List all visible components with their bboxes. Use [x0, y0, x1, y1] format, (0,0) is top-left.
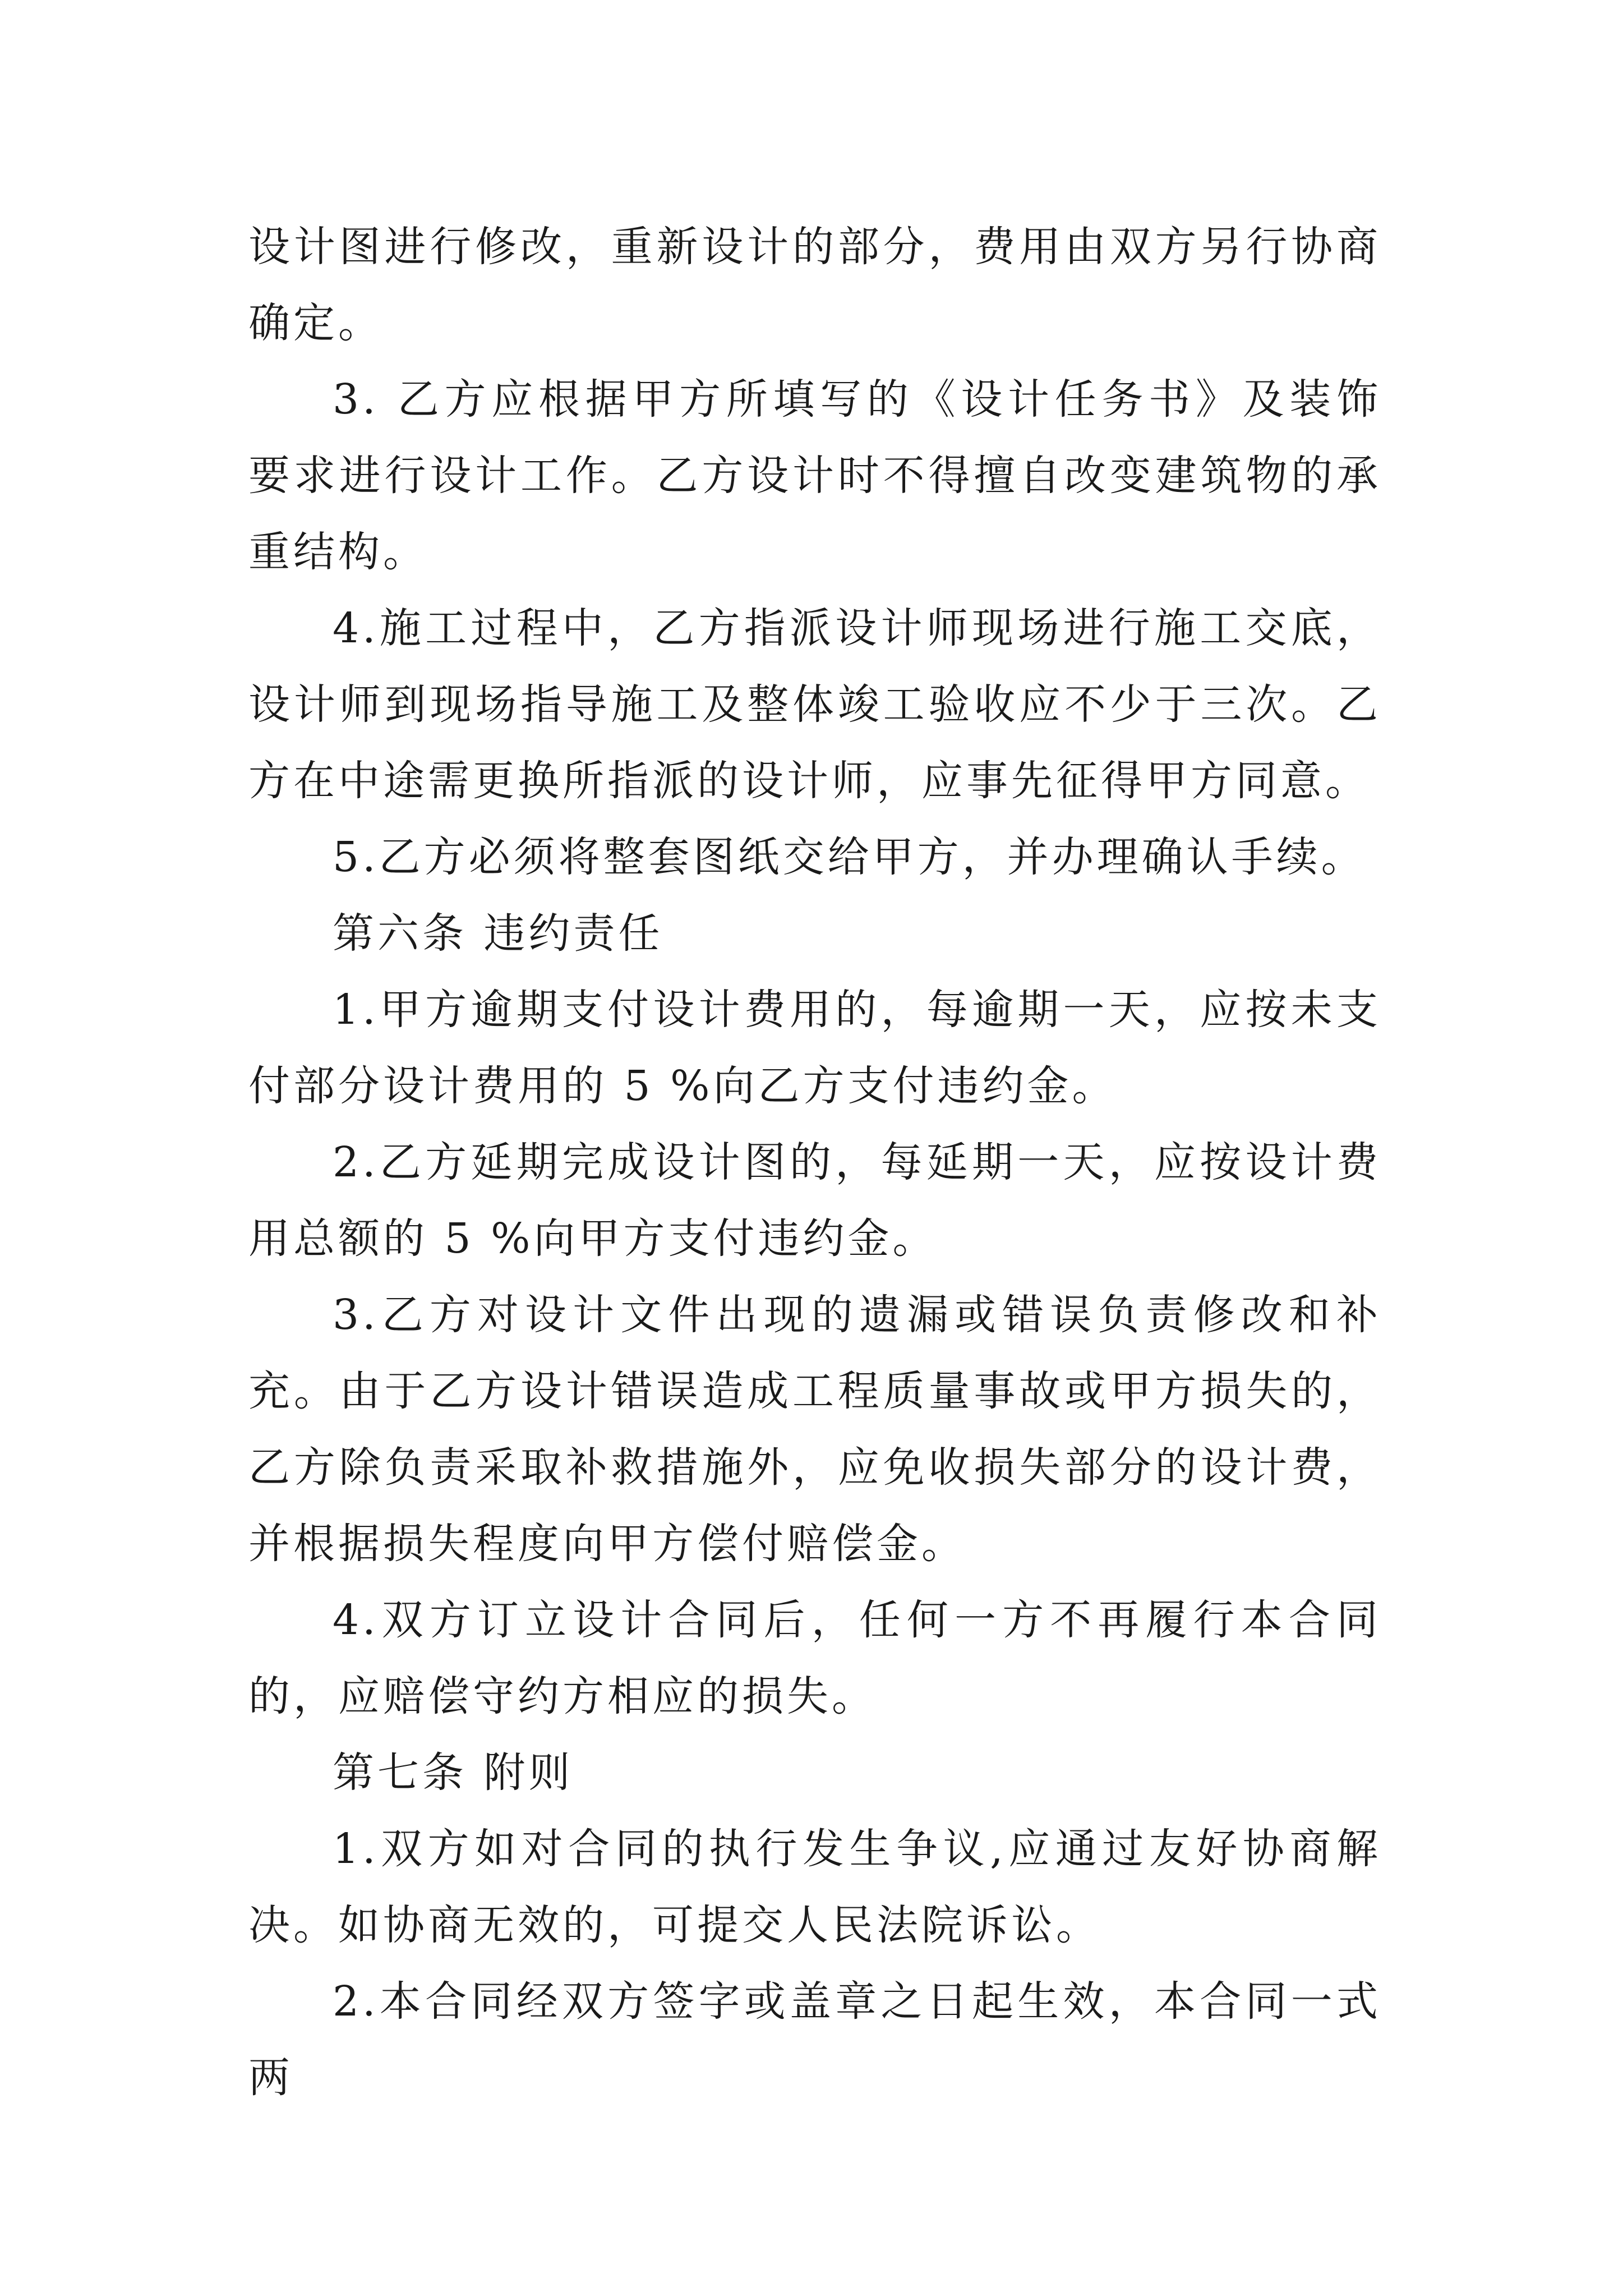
- section-heading-article-6: 第六条 违约责任: [333, 909, 663, 958]
- paragraph-breach-2: 2.乙方延期完成设计图的，每延期一天，应按设计费用总额的 5 %向甲方支付违约金。: [248, 1138, 1381, 1263]
- paragraph-clause-3: 3. 乙方应根据甲方所填写的《设计任务书》及装饰要求进行设计工作。乙方设计时不得擅自改变建筑物的承重结构。: [248, 375, 1381, 576]
- section-heading-article-7: 第七条 附则: [333, 1749, 574, 1797]
- paragraph-supplementary-1: 1.双方如对合同的执行发生争议,应通过友好协商解决。如协商无效的，可提交人民法院诉讼。: [248, 1825, 1381, 1949]
- document-body: [248, 209, 1381, 2116]
- paragraph-clause-4: 4.施工过程中，乙方指派设计师现场进行施工交底，设计师到现场指导施工及整体竣工验收应不少于三次。乙方在中途需更换所指派的设计师，应事先征得甲方同意。: [248, 604, 1381, 805]
- paragraph-breach-1: 1.甲方逾期支付设计费用的，每逾期一天，应按未支付部分设计费用的 5 %向乙方支付违约金。: [248, 986, 1381, 1110]
- paragraph-clause-5: 5.乙方必须将整套图纸交给甲方，并办理确认手续。: [333, 833, 1366, 881]
- paragraph-breach-4: 4.双方订立设计合同后，任何一方不再履行本合同的，应赔偿守约方相应的损失。: [248, 1596, 1381, 1720]
- paragraph-continuation: 设计图进行修改，重新设计的部分，费用由双方另行协商确定。: [248, 223, 1381, 347]
- paragraph-breach-3: 3.乙方对设计文件出现的遗漏或错误负责修改和补充。由于乙方设计错误造成工程质量事故或甲方损失的，乙方除负责采取补救措施外，应免收损失部分的设计费，并根据损失程度向甲方偿付赔偿金。: [248, 1291, 1381, 1568]
- paragraph-supplementary-2: 2.本合同经双方签字或盖章之日起生效，本合同一式两: [248, 1977, 1381, 2102]
